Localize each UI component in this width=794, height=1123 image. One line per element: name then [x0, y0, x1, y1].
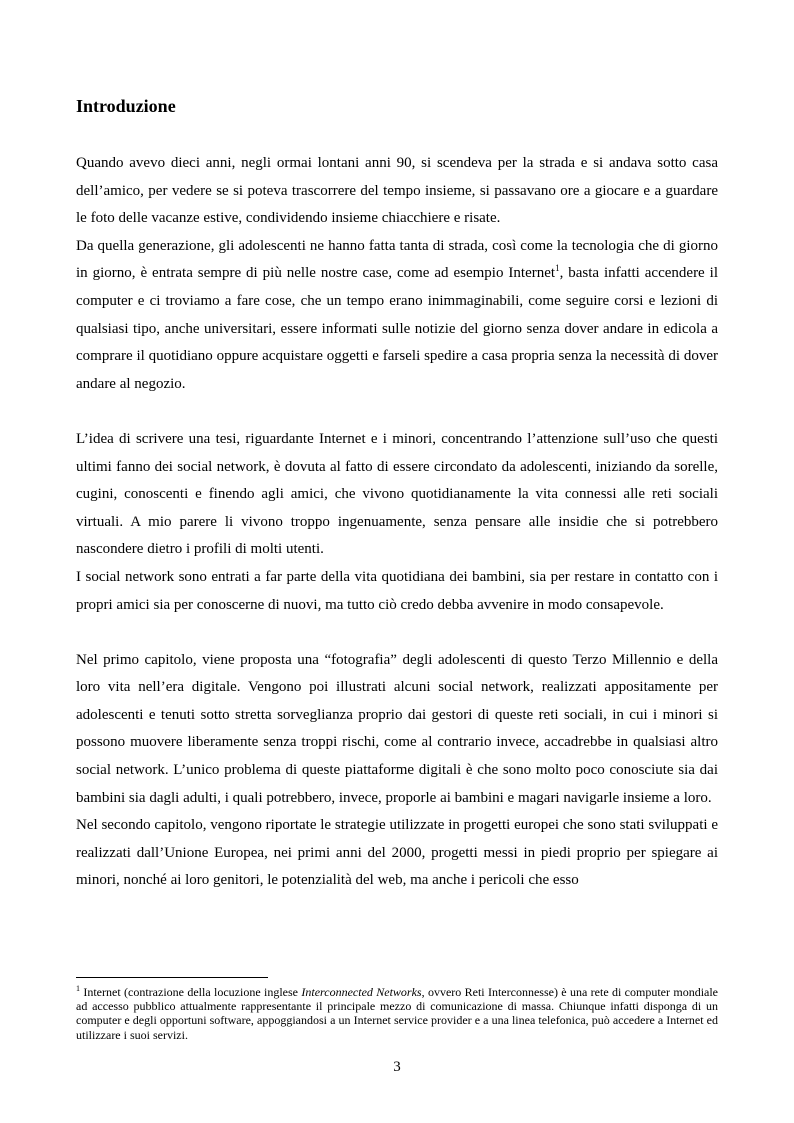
- footnote-marker: 1: [76, 984, 80, 993]
- page-number: 3: [393, 1059, 401, 1075]
- paragraph-2-text-a: Da quella generazione, gli adolescenti ne hanno fatta tanta di strada, così come la tecnologia che di giorno in giorno, è entrata sempre di più nelle nostre case, come ad esempio Internet: [76, 237, 718, 282]
- paragraph-3: L’idea di scrivere una tesi, riguardante Internet e i minori, concentrando l’attenzione sull’uso che questi ultimi fanno dei social network, è dovuta al fatto di essere circondato da adolescenti, iniziando da sorelle, cugini, conoscenti e finendo agli amici, che vivono quotidianamente la vita connessi alle reti sociali virtuali. A mio parere li vivono troppo ingenuamente, senza pensare alle insidie che si potrebbero nascondere dietro i profili di molti utenti.: [76, 430, 718, 558]
- footnote-reference: 1: [555, 263, 560, 274]
- page-heading: Introduzione: [76, 96, 176, 116]
- footnote-text-a: Internet (contrazione della locuzione inglese: [80, 985, 302, 999]
- paragraph-2-text-b: , basta infatti accendere il computer e ci troviamo a fare cose, che un tempo erano inimmaginabili, come seguire corsi e lezioni di qualsiasi tipo, anche universitari, essere informati sulle notizie del giorno senza dover andare in edicola a comprare il quotidiano oppure acquistare oggetti e farseli spedire a casa propria senza la necessità di dover andare al negozio.: [76, 265, 718, 392]
- body-text: [76, 150, 718, 895]
- paragraph-4: I social network sono entrati a far parte della vita quotidiana dei bambini, sia per restare in contatto con i propri amici sia per conoscerne di nuovi, ma tutto ciò credo debba avvenire in modo consapevole.: [76, 568, 718, 613]
- footnote-separator: [76, 977, 268, 978]
- paragraph-6: Nel secondo capitolo, vengono riportate le strategie utilizzate in progetti europei che sono stati sviluppati e realizzati dall’Unione Europea, nei primi anni del 2000, progetti messi in piedi proprio per spiegare ai minori, nonché ai loro genitori, le potenzialità del web, ma anche i pericoli che esso: [76, 817, 718, 889]
- paragraph-gap: [76, 398, 718, 426]
- paragraph-2: [76, 233, 718, 399]
- paragraph-1: Quando avevo dieci anni, negli ormai lontani anni 90, si scendeva per la strada e si andava sotto casa dell’amico, per vedere se si poteva trascorrere del tempo insieme, si passavano ore a giocare e a guardare le foto delle vacanze estive, condividendo insieme chiacchiere e risate.: [76, 155, 718, 227]
- paragraph-gap: [76, 619, 718, 647]
- footnote-text-b: , ovvero Reti Interconnesse) è una rete di computer mondiale ad accesso pubblico attualmente rappresentante il principale mezzo di comunicazione di massa. Chiunque infatti disponga di un computer e degli opportuni software, appoggiandosi a un Internet service provider e a una linea telefonica, può accedere a Internet ed utilizzare i suoi servizi.: [76, 985, 719, 1042]
- footnote-text-italic: Interconnected Networks: [301, 985, 422, 999]
- paragraph-5: Nel primo capitolo, viene proposta una “fotografia” degli adolescenti di questo Terzo Millennio e della loro vita nell’era digitale. Vengono poi illustrati alcuni social network, realizzati appositamente per adolescenti e tenuti sotto stretta sorveglianza proprio dai gestori di queste reti sociali, in cui i minori si possono muovere liberamente senza troppi rischi, come al contrario invece, accadrebbe in qualsiasi altro social network. L’unico problema di queste piattaforme digitali è che sono molto poco conosciute sia dai bambini sia dagli adulti, i quali potrebbero, invece, proporle ai bambini e magari navigarle insieme a loro.: [76, 651, 718, 806]
- footnote: [76, 985, 718, 1042]
